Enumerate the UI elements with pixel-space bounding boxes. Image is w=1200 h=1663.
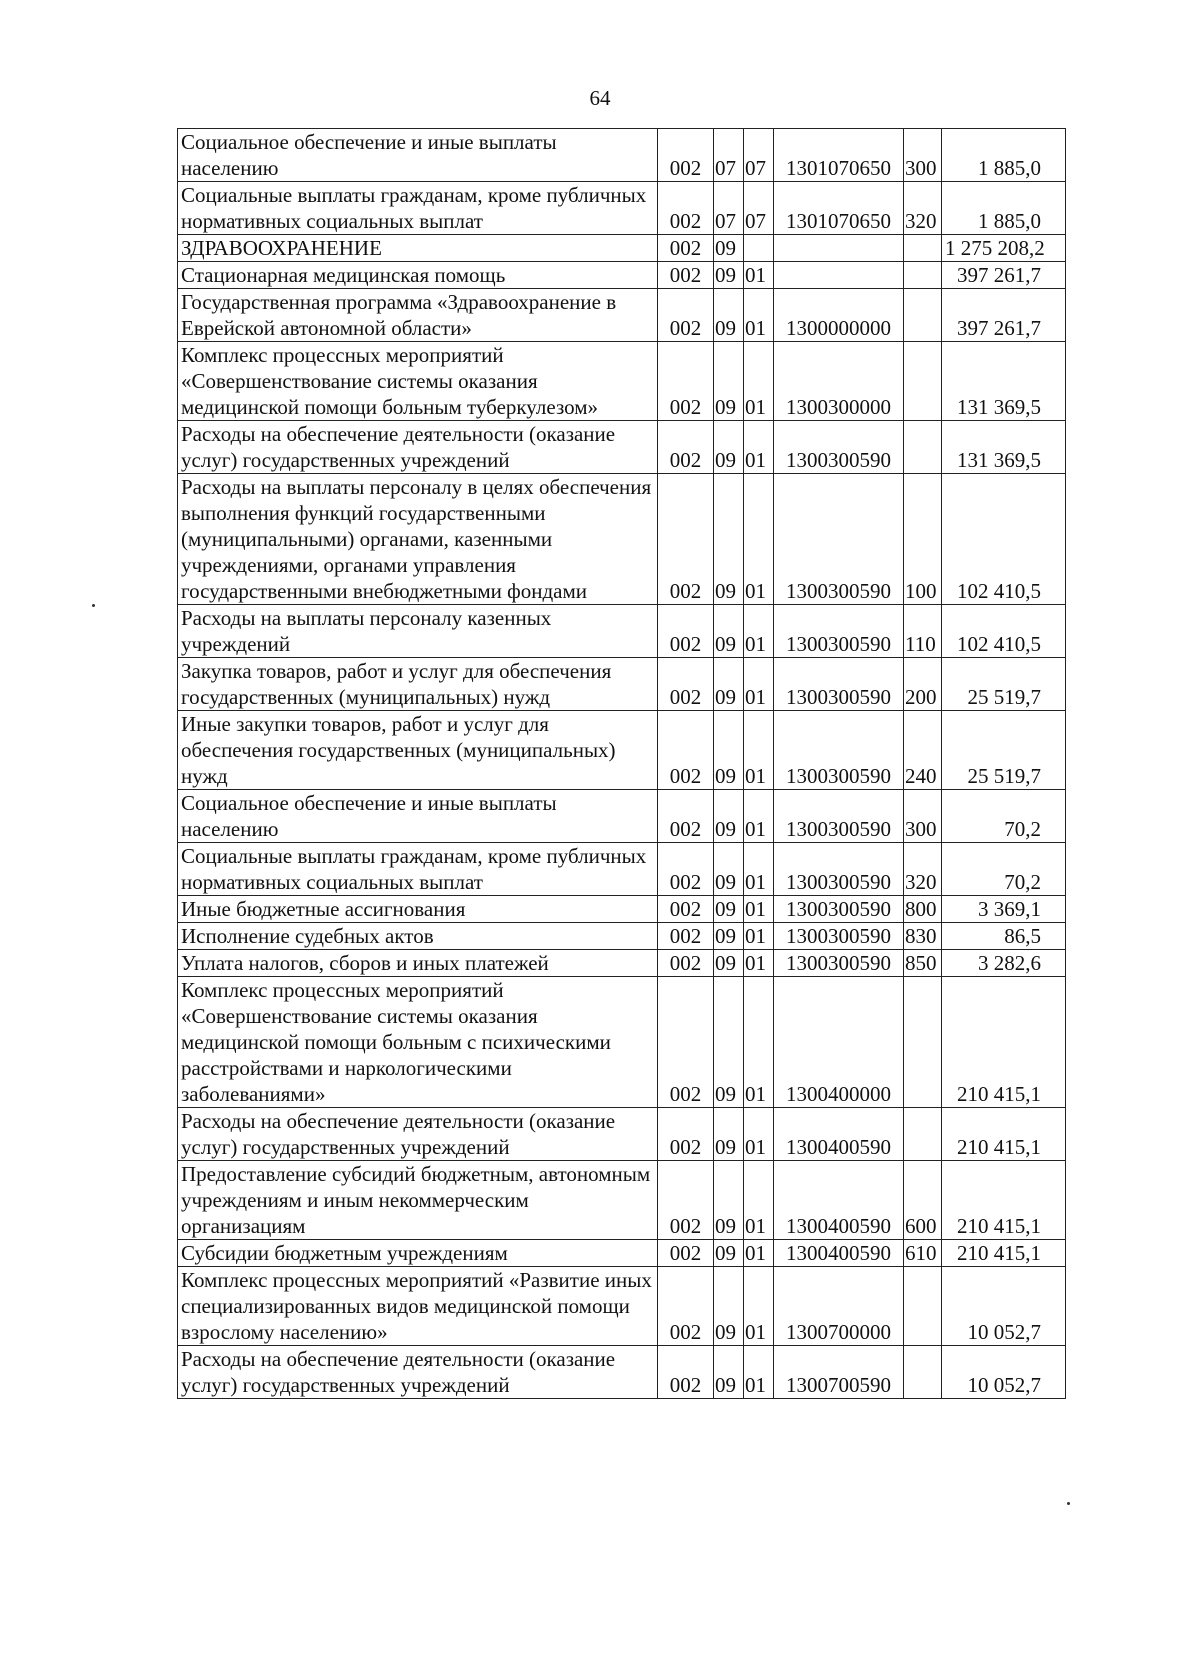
cell-name: Расходы на выплаты персоналу в целях обеспечения выполнения функций государственными (муниципальными) органами, казенными учреждениями, органами управления государственными внебюджетными фондами xyxy=(178,474,658,605)
table-row xyxy=(178,605,1066,658)
cell-ministry-code: 002 xyxy=(658,950,714,977)
cell-amount: 102 410,5 xyxy=(942,605,1066,658)
table-row xyxy=(178,923,1066,950)
cell-subsection-code: 01 xyxy=(744,843,774,896)
cell-name: Исполнение судебных актов xyxy=(178,923,658,950)
cell-section-code: 09 xyxy=(714,1161,744,1240)
table-row xyxy=(178,790,1066,843)
cell-amount: 3 369,1 xyxy=(942,896,1066,923)
table-row xyxy=(178,421,1066,474)
cell-name: Расходы на обеспечение деятельности (оказание услуг) государственных учреждений xyxy=(178,1346,658,1399)
cell-amount: 10 052,7 xyxy=(942,1267,1066,1346)
cell-name: Комплекс процессных мероприятий «Развитие иных специализированных видов медицинской помощи взрослому населению» xyxy=(178,1267,658,1346)
cell-section-code: 09 xyxy=(714,342,744,421)
cell-subsection-code: 01 xyxy=(744,289,774,342)
cell-name: Социальные выплаты гражданам, кроме публичных нормативных социальных выплат xyxy=(178,182,658,235)
cell-name: Иные бюджетные ассигнования xyxy=(178,896,658,923)
cell-expense-type-code: 240 xyxy=(904,711,942,790)
cell-subsection-code: 01 xyxy=(744,342,774,421)
cell-target-code xyxy=(774,262,904,289)
cell-ministry-code: 002 xyxy=(658,896,714,923)
cell-ministry-code: 002 xyxy=(658,923,714,950)
cell-section-code: 09 xyxy=(714,421,744,474)
cell-subsection-code: 07 xyxy=(744,129,774,182)
cell-section-code: 09 xyxy=(714,790,744,843)
cell-expense-type-code xyxy=(904,342,942,421)
cell-expense-type-code: 200 xyxy=(904,658,942,711)
cell-ministry-code: 002 xyxy=(658,235,714,262)
table-row xyxy=(178,342,1066,421)
cell-amount: 70,2 xyxy=(942,843,1066,896)
cell-ministry-code: 002 xyxy=(658,129,714,182)
table-row xyxy=(178,182,1066,235)
cell-name: Социальные выплаты гражданам, кроме публичных нормативных социальных выплат xyxy=(178,843,658,896)
cell-ministry-code: 002 xyxy=(658,1267,714,1346)
cell-target-code: 1300300590 xyxy=(774,896,904,923)
cell-section-code: 09 xyxy=(714,1346,744,1399)
table-row xyxy=(178,977,1066,1108)
table-row xyxy=(178,474,1066,605)
cell-name: Комплекс процессных мероприятий «Совершенствование системы оказания медицинской помощи больным с психическими расстройствами и наркологическими заболеваниями» xyxy=(178,977,658,1108)
table-row xyxy=(178,289,1066,342)
cell-subsection-code: 01 xyxy=(744,1161,774,1240)
cell-ministry-code: 002 xyxy=(658,1346,714,1399)
cell-expense-type-code xyxy=(904,289,942,342)
table-row xyxy=(178,1161,1066,1240)
page-number: 64 xyxy=(589,86,611,110)
table-row xyxy=(178,658,1066,711)
cell-section-code: 09 xyxy=(714,658,744,711)
cell-amount: 210 415,1 xyxy=(942,977,1066,1108)
cell-name: Стационарная медицинская помощь xyxy=(178,262,658,289)
cell-expense-type-code: 830 xyxy=(904,923,942,950)
cell-target-code: 1300700590 xyxy=(774,1346,904,1399)
cell-ministry-code: 002 xyxy=(658,421,714,474)
cell-subsection-code: 01 xyxy=(744,896,774,923)
table-row xyxy=(178,896,1066,923)
cell-ministry-code: 002 xyxy=(658,605,714,658)
cell-ministry-code: 002 xyxy=(658,262,714,289)
cell-target-code: 1300300590 xyxy=(774,950,904,977)
cell-name: Предоставление субсидий бюджетным, автономным учреждениям и иным некоммерческим организациям xyxy=(178,1161,658,1240)
table-row xyxy=(178,1240,1066,1267)
cell-name: Комплекс процессных мероприятий «Совершенствование системы оказания медицинской помощи больным туберкулезом» xyxy=(178,342,658,421)
cell-section-code: 09 xyxy=(714,605,744,658)
cell-amount: 397 261,7 xyxy=(942,289,1066,342)
cell-expense-type-code: 600 xyxy=(904,1161,942,1240)
cell-amount: 10 052,7 xyxy=(942,1346,1066,1399)
cell-amount: 86,5 xyxy=(942,923,1066,950)
cell-expense-type-code: 300 xyxy=(904,129,942,182)
cell-subsection-code: 01 xyxy=(744,262,774,289)
cell-section-code: 09 xyxy=(714,896,744,923)
cell-subsection-code: 01 xyxy=(744,421,774,474)
cell-amount: 131 369,5 xyxy=(942,421,1066,474)
cell-section-code: 09 xyxy=(714,1240,744,1267)
cell-section-code: 09 xyxy=(714,235,744,262)
cell-target-code: 1300300590 xyxy=(774,605,904,658)
cell-target-code: 1300400590 xyxy=(774,1240,904,1267)
cell-target-code: 1300000000 xyxy=(774,289,904,342)
cell-section-code: 09 xyxy=(714,923,744,950)
cell-expense-type-code xyxy=(904,1108,942,1161)
table-row xyxy=(178,1267,1066,1346)
cell-name: Расходы на выплаты персоналу казенных учреждений xyxy=(178,605,658,658)
cell-amount: 102 410,5 xyxy=(942,474,1066,605)
scan-speck xyxy=(1067,1502,1070,1505)
cell-name: Государственная программа «Здравоохранение в Еврейской автономной области» xyxy=(178,289,658,342)
cell-expense-type-code: 850 xyxy=(904,950,942,977)
cell-subsection-code: 01 xyxy=(744,474,774,605)
cell-name: Расходы на обеспечение деятельности (оказание услуг) государственных учреждений xyxy=(178,1108,658,1161)
cell-subsection-code: 01 xyxy=(744,605,774,658)
cell-section-code: 09 xyxy=(714,262,744,289)
cell-subsection-code: 01 xyxy=(744,1108,774,1161)
cell-expense-type-code: 320 xyxy=(904,843,942,896)
cell-ministry-code: 002 xyxy=(658,1240,714,1267)
cell-expense-type-code xyxy=(904,421,942,474)
cell-ministry-code: 002 xyxy=(658,1108,714,1161)
cell-amount: 210 415,1 xyxy=(942,1108,1066,1161)
cell-expense-type-code xyxy=(904,235,942,262)
cell-ministry-code: 002 xyxy=(658,790,714,843)
cell-name: Социальное обеспечение и иные выплаты населению xyxy=(178,790,658,843)
cell-amount: 1 275 208,2 xyxy=(942,235,1066,262)
budget-table xyxy=(177,128,1066,1399)
cell-section-code: 09 xyxy=(714,711,744,790)
cell-target-code: 1300300000 xyxy=(774,342,904,421)
cell-amount: 70,2 xyxy=(942,790,1066,843)
scan-speck xyxy=(92,604,95,607)
cell-subsection-code: 01 xyxy=(744,790,774,843)
cell-subsection-code: 01 xyxy=(744,923,774,950)
cell-amount: 3 282,6 xyxy=(942,950,1066,977)
cell-subsection-code: 07 xyxy=(744,182,774,235)
table-row xyxy=(178,711,1066,790)
cell-name: Уплата налогов, сборов и иных платежей xyxy=(178,950,658,977)
cell-section-code: 09 xyxy=(714,950,744,977)
cell-section-code: 09 xyxy=(714,1267,744,1346)
cell-ministry-code: 002 xyxy=(658,342,714,421)
cell-target-code: 1301070650 xyxy=(774,182,904,235)
cell-target-code: 1300300590 xyxy=(774,658,904,711)
cell-subsection-code: 01 xyxy=(744,1267,774,1346)
cell-amount: 210 415,1 xyxy=(942,1161,1066,1240)
cell-subsection-code xyxy=(744,235,774,262)
cell-section-code: 07 xyxy=(714,129,744,182)
cell-subsection-code: 01 xyxy=(744,950,774,977)
cell-amount: 397 261,7 xyxy=(942,262,1066,289)
cell-section-code: 09 xyxy=(714,1108,744,1161)
cell-ministry-code: 002 xyxy=(658,1161,714,1240)
cell-target-code: 1300300590 xyxy=(774,474,904,605)
cell-target-code: 1300400590 xyxy=(774,1108,904,1161)
cell-ministry-code: 002 xyxy=(658,289,714,342)
cell-subsection-code: 01 xyxy=(744,977,774,1108)
cell-subsection-code: 01 xyxy=(744,1346,774,1399)
cell-subsection-code: 01 xyxy=(744,1240,774,1267)
table-row xyxy=(178,950,1066,977)
cell-amount: 210 415,1 xyxy=(942,1240,1066,1267)
cell-ministry-code: 002 xyxy=(658,182,714,235)
cell-amount: 25 519,7 xyxy=(942,711,1066,790)
cell-subsection-code: 01 xyxy=(744,658,774,711)
cell-amount: 25 519,7 xyxy=(942,658,1066,711)
cell-target-code xyxy=(774,235,904,262)
cell-name: Субсидии бюджетным учреждениям xyxy=(178,1240,658,1267)
cell-ministry-code: 002 xyxy=(658,474,714,605)
cell-amount: 131 369,5 xyxy=(942,342,1066,421)
cell-expense-type-code: 300 xyxy=(904,790,942,843)
cell-target-code: 1300300590 xyxy=(774,711,904,790)
cell-expense-type-code: 110 xyxy=(904,605,942,658)
cell-expense-type-code xyxy=(904,262,942,289)
cell-target-code: 1300400000 xyxy=(774,977,904,1108)
cell-target-code: 1301070650 xyxy=(774,129,904,182)
cell-target-code: 1300300590 xyxy=(774,843,904,896)
table-row xyxy=(178,262,1066,289)
table-row xyxy=(178,843,1066,896)
cell-target-code: 1300300590 xyxy=(774,790,904,843)
cell-expense-type-code: 320 xyxy=(904,182,942,235)
table-row xyxy=(178,129,1066,182)
cell-section-code: 07 xyxy=(714,182,744,235)
cell-ministry-code: 002 xyxy=(658,977,714,1108)
cell-section-code: 09 xyxy=(714,474,744,605)
budget-table-body xyxy=(178,129,1066,1399)
cell-expense-type-code xyxy=(904,977,942,1108)
cell-target-code: 1300700000 xyxy=(774,1267,904,1346)
cell-expense-type-code: 800 xyxy=(904,896,942,923)
cell-name: Социальное обеспечение и иные выплаты населению xyxy=(178,129,658,182)
cell-name: Расходы на обеспечение деятельности (оказание услуг) государственных учреждений xyxy=(178,421,658,474)
table-row xyxy=(178,1346,1066,1399)
cell-expense-type-code xyxy=(904,1346,942,1399)
cell-expense-type-code: 100 xyxy=(904,474,942,605)
cell-name: ЗДРАВООХРАНЕНИЕ xyxy=(178,235,658,262)
cell-section-code: 09 xyxy=(714,289,744,342)
table-row xyxy=(178,1108,1066,1161)
cell-ministry-code: 002 xyxy=(658,843,714,896)
table-row xyxy=(178,235,1066,262)
cell-target-code: 1300400590 xyxy=(774,1161,904,1240)
cell-name: Иные закупки товаров, работ и услуг для обеспечения государственных (муниципальных) нужд xyxy=(178,711,658,790)
cell-target-code: 1300300590 xyxy=(774,923,904,950)
cell-expense-type-code: 610 xyxy=(904,1240,942,1267)
cell-name: Закупка товаров, работ и услуг для обеспечения государственных (муниципальных) нужд xyxy=(178,658,658,711)
cell-section-code: 09 xyxy=(714,977,744,1108)
cell-subsection-code: 01 xyxy=(744,711,774,790)
cell-target-code: 1300300590 xyxy=(774,421,904,474)
cell-expense-type-code xyxy=(904,1267,942,1346)
cell-amount: 1 885,0 xyxy=(942,129,1066,182)
cell-amount: 1 885,0 xyxy=(942,182,1066,235)
cell-ministry-code: 002 xyxy=(658,711,714,790)
cell-ministry-code: 002 xyxy=(658,658,714,711)
cell-section-code: 09 xyxy=(714,843,744,896)
